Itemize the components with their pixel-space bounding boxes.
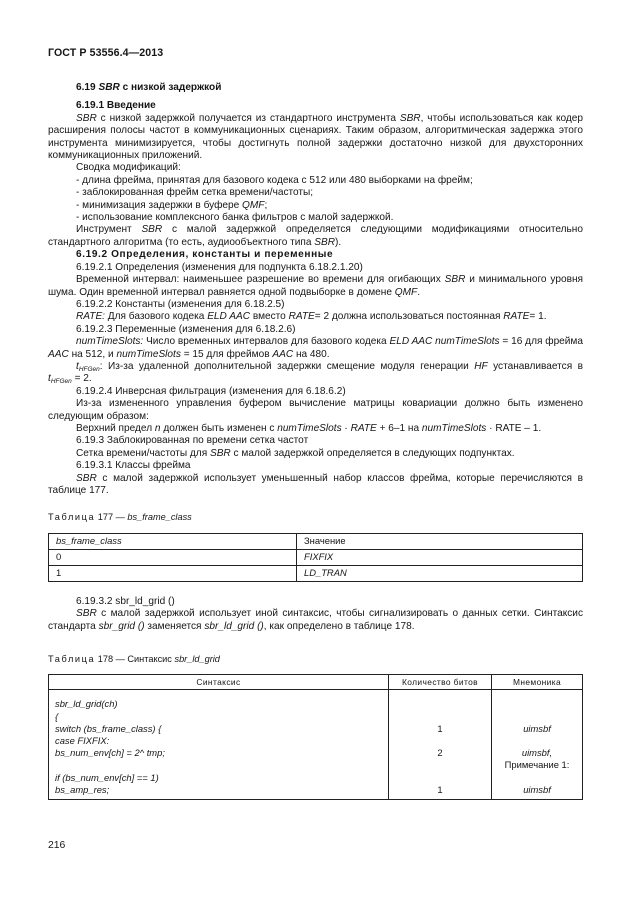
syntax-line: bs_num_env[ch] = 2^ tmp; [55, 747, 165, 759]
table-header-cell: Мнемоника [492, 675, 583, 690]
modification-item: - длина фрейма, принятая для базового кодека с 512 или 480 выборками на фрейм; [76, 174, 473, 186]
frame-classes-paragraph: SBR с малой задержкой использует уменьшенный набор классов фрейма, которые перечисляются в таблице 177. [48, 472, 583, 496]
modification-item: - заблокированная фрейм сетка времени/частоты; [76, 187, 314, 199]
tool-paragraph: Инструмент SBR с малой задержкой определяется следующими модификациями относительно стандартного алгоритма (то есть, аудиообъектного типа SBR). [48, 224, 583, 248]
syntax-line: sbr_ld_grid(ch) [55, 698, 118, 710]
bits-value: 2 [437, 747, 443, 759]
inverse-filtering-paragraph: Из-за измененного управления буфером вычисление матрицы ковариации должно быть изменено следующим образом: [48, 398, 583, 422]
document-header: ГОСТ Р 53556.4—2013 [48, 47, 164, 59]
table-header-cell: Количество битов [389, 675, 492, 690]
intro-paragraph: SBR с низкой задержкой получается из стандартного инструмента SBR, чтобы использоваться как кодер расширения полосы частот в коммуникационных сценариях. Таким образом, алгоритмическая задержка этого инструмента минимизируется, чтобы достигнуть полной задержки достаточно низкой для двухсторонних коммуникационных приложений. [48, 112, 583, 162]
bits-value [395, 772, 485, 784]
mnemonic-value: Примечание 1: [504, 759, 570, 771]
syntax-line: { [55, 710, 59, 722]
table-row [49, 690, 583, 800]
section-6-19-heading: 6.19 SBR с низкой задержкой [76, 82, 222, 93]
mnemonic-value [498, 735, 576, 747]
grid-paragraph: Сетка времени/частоты для SBR с малой задержкой определяется в следующих подпунктах. [76, 447, 515, 459]
rate-constant: RATE: Для базового кодека ELD AAC вместо RATE= 2 должна использоваться постоянная RATE= 1. [76, 311, 547, 323]
t-hfgen-variable: $t_{HFGen}$: Из-за удаленной дополнительной задержки смещение модуля генерации HF устанавливается в $t_{HFGen} = 2$. [48, 360, 583, 386]
document-body [48, 82, 583, 800]
table-header-cell: Синтаксис [49, 675, 389, 690]
modification-item: - использование комплексного банка фильтров с малой задержкой. [76, 212, 394, 224]
table-row [49, 549, 583, 565]
table-header-cell: Значение [297, 533, 583, 549]
subsection-6-19-3: 6.19.3 Заблокированная по времени сетка частот [76, 435, 309, 447]
mnemonic-value: uimsbf [523, 783, 551, 795]
mnemonic-value [498, 698, 576, 710]
bits-value [395, 735, 485, 747]
bits-value: 1 [437, 722, 443, 734]
section-6-19-2-heading: 6.19.2 Определения, константы и переменные [76, 249, 334, 261]
subsection-6-19-3-2: 6.19.3.2 sbr_ld_grid () [76, 595, 175, 607]
mnemonic-value [498, 772, 576, 784]
bits-value [395, 698, 485, 710]
table-header-cell: bs_frame_class [49, 533, 297, 549]
bits-column [389, 690, 492, 800]
section-6-19-1-heading: 6.19.1 Введение [76, 100, 156, 112]
modifications-title: Сводка модификаций: [76, 162, 181, 174]
table-177-caption: Таблица 177 — bs_frame_class [48, 512, 192, 523]
page-number: 216 [48, 840, 66, 851]
syntax-paragraph: SBR с малой задержкой использует иной синтаксис, чтобы сигнализировать о данных сетки. Синтаксис стандарта sbr_grid () заменяется sbr_ld_grid (), как определено в таблице 178. [48, 608, 583, 632]
num-time-slots-variable: numTimeSlots: Число временных интервалов для базового кодека ELD AAC numTimeSlots = 16 для фрейма AAC на 512, и numTimeSlots = 15 для фреймов AAC на 480. [48, 336, 583, 360]
subsection-6-19-2-2: 6.19.2.2 Константы (изменения для 6.18.2.5) [76, 298, 285, 310]
subsection-6-19-2-3: 6.19.2.3 Переменные (изменения для 6.18.2.6) [76, 323, 296, 335]
bits-value [395, 711, 485, 723]
syntax-line [55, 759, 382, 771]
upper-limit-paragraph: Верхний предел n должен быть изменен с numTimeSlots · RATE + 6–1 на numTimeSlots · RATE – 1. [76, 422, 542, 434]
modification-item: - минимизация задержки в буфере QMF; [76, 199, 268, 211]
syntax-line: bs_amp_res; [55, 783, 110, 795]
syntax-line: case FIXFIX: [55, 735, 110, 746]
syntax-column [49, 690, 389, 800]
subsection-6-19-2-4: 6.19.2.4 Инверсная фильтрация (изменения для 6.18.6.2) [76, 385, 346, 397]
mnemonic-column [492, 690, 583, 800]
bits-value: 1 [437, 783, 443, 795]
table-header-row [49, 675, 583, 690]
table-178 [48, 674, 583, 800]
table-header-row [49, 533, 583, 549]
syntax-line: switch (bs_frame_class) { [55, 722, 162, 734]
mnemonic-value [498, 711, 576, 723]
mnemonic-value: uimsbf, [521, 747, 553, 759]
bits-value [395, 759, 485, 771]
table-cell: 1 [49, 565, 297, 581]
table-cell: FIXFIX [297, 549, 583, 565]
subsection-6-19-3-1: 6.19.3.1 Классы фрейма [76, 460, 191, 472]
table-cell: 0 [49, 549, 297, 565]
table-177 [48, 533, 583, 582]
table-178-caption: Таблица 178 — Синтаксис sbr_ld_grid [48, 654, 220, 665]
table-row [49, 565, 583, 581]
subsection-6-19-2-1: 6.19.2.1 Определения (изменения для подпункта 6.18.2.1.20) [76, 261, 363, 273]
mnemonic-value: uimsbf [523, 722, 551, 734]
table-cell: LD_TRAN [297, 565, 583, 581]
syntax-line: if (bs_num_env[ch] == 1) [55, 771, 159, 783]
time-interval-definition: Временной интервал: наименьшее разрешение во времени для огибающих SBR и минимального уровня шума. Один временной интервал равняется одной подвыборке в домене QMF. [48, 274, 583, 298]
